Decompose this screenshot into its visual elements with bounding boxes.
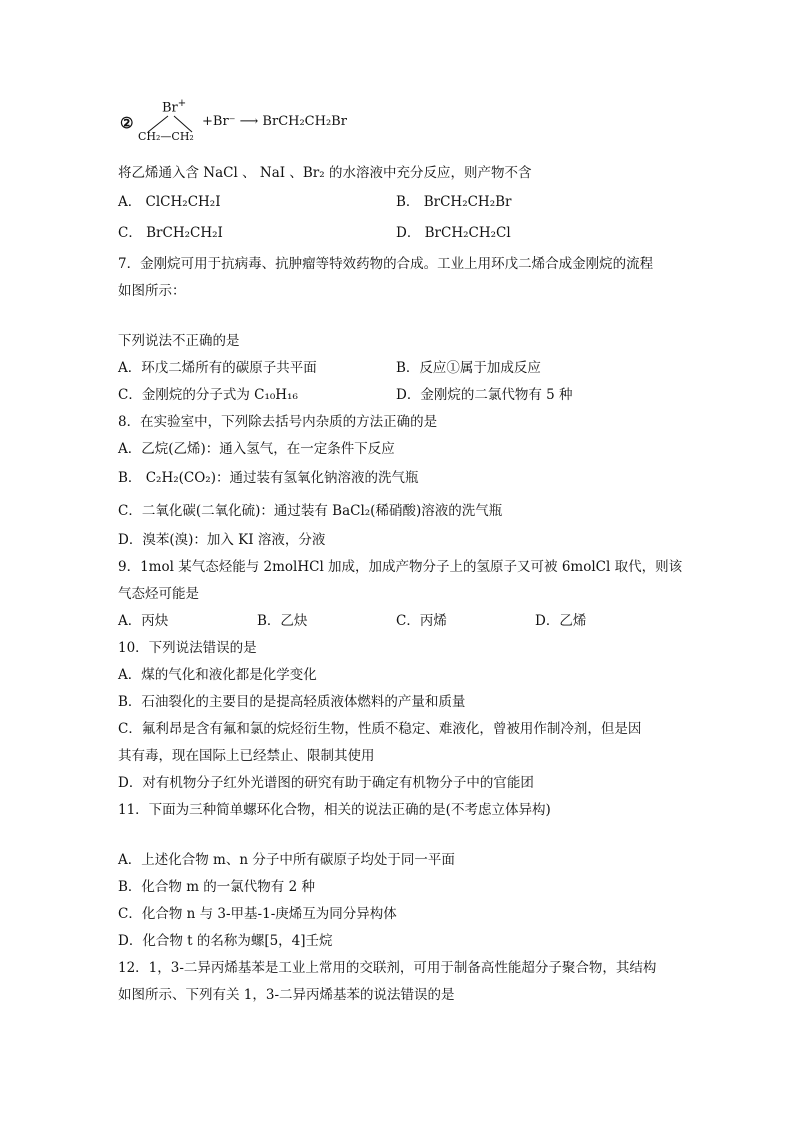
q9-option-b: B．乙炔	[257, 613, 308, 629]
q10-option-a: A．煤的气化和液化都是化学变化	[118, 667, 317, 683]
q11-option-b: B．化合物 m 的一氯代物有 2 种	[118, 879, 315, 895]
q6-option-d: D． BrCH₂CH₂Cl	[396, 225, 511, 241]
reaction-number: ②	[120, 114, 134, 132]
q7-option-b: B．反应①属于加成反应	[396, 360, 541, 376]
q10-option-d: D．对有机物分子红外光谱图的研究有助于确定有机物分子中的官能团	[118, 775, 534, 791]
q11-option-c: C．化合物 n 与 3-甲基-1-庚烯互为同分异构体	[118, 906, 397, 922]
bromonium-label: Br+	[162, 98, 187, 116]
q10-option-c-line1: C．氟利昂是含有氟和氯的烷烃衍生物，性质不稳定、难液化，曾被用作制冷剂，但是因	[118, 721, 642, 737]
ring-carbons: CH₂—CH₂	[138, 130, 194, 143]
q11-option-a: A．上述化合物 m、n 分子中所有碳原子均处于同一平面	[118, 852, 455, 868]
q8-option-a: A．乙烷(乙烯)：通入氢气，在一定条件下反应	[118, 441, 395, 457]
q12-stem-line2: 如图所示、下列有关 1，3-二异丙烯基苯的说法错误的是	[118, 987, 455, 1003]
q8-stem: 8．在实验室中，下列除去括号内杂质的方法正确的是	[118, 414, 438, 430]
q6-option-b: B． BrCH₂CH₂Br	[396, 194, 512, 210]
q7-stem-line2: 如图所示：	[118, 283, 186, 299]
q9-option-d: D．乙烯	[535, 613, 587, 629]
q11-stem: 11．下面为三种简单螺环化合物，相关的说法正确的是(不考虑立体异构)	[118, 802, 551, 818]
q12-stem-line1: 12．1，3-二异丙烯基苯是工业上常用的交联剂，可用于制备高性能超分子聚合物，其结构	[118, 960, 657, 976]
reaction-rest: +Br⁻ ⟶ BrCH₂CH₂Br	[202, 114, 347, 129]
q7-prompt: 下列说法不正确的是	[118, 333, 240, 349]
q6-option-c: C． BrCH₂CH₂I	[118, 225, 223, 241]
q10-stem: 10．下列说法错误的是	[118, 640, 257, 656]
q6-stem: 将乙烯通入含 NaCl 、 NaI 、Br₂ 的水溶液中充分反应，则产物不含	[118, 165, 532, 181]
q8-option-b: B． C₂H₂(CO₂)：通过装有氢氧化钠溶液的洗气瓶	[118, 470, 419, 486]
q11-option-d: D．化合物 t 的名称为螺[5，4]壬烷	[118, 933, 333, 949]
q7-option-a: A．环戊二烯所有的碳原子共平面	[118, 360, 317, 376]
q7-option-d: D．金刚烷的二氯代物有 5 种	[396, 387, 573, 403]
q8-option-d: D．溴苯(溴)：加入 KI 溶液，分液	[118, 532, 326, 548]
q9-stem-line2: 气态烃可能是	[118, 586, 199, 602]
q9-stem-line1: 9．1mol 某气态烃能与 2molHCl 加成，加成产物分子上的氢原子又可被 6molCl 取代，则该	[118, 559, 683, 575]
q10-option-b: B．石油裂化的主要目的是提高轻质液体燃料的产量和质量	[118, 694, 466, 710]
q7-stem-line1: 7．金刚烷可用于抗病毒、抗肿瘤等特效药物的合成。工业上用环戊二烯合成金刚烷的流程	[118, 256, 654, 272]
q7-option-c: C．金刚烷的分子式为 C₁₀H₁₆	[118, 387, 298, 403]
bromonium-reaction	[118, 98, 418, 150]
q6-option-a: A． ClCH₂CH₂I	[118, 194, 221, 210]
q9-option-a: A．丙炔	[118, 613, 169, 629]
q9-option-c: C．丙烯	[396, 613, 447, 629]
q8-option-c: C．二氧化碳(二氧化硫)：通过装有 BaCl₂(稀硝酸)溶液的洗气瓶	[118, 503, 503, 519]
q10-option-c-line2: 其有毒，现在国际上已经禁止、限制其使用	[118, 748, 375, 764]
